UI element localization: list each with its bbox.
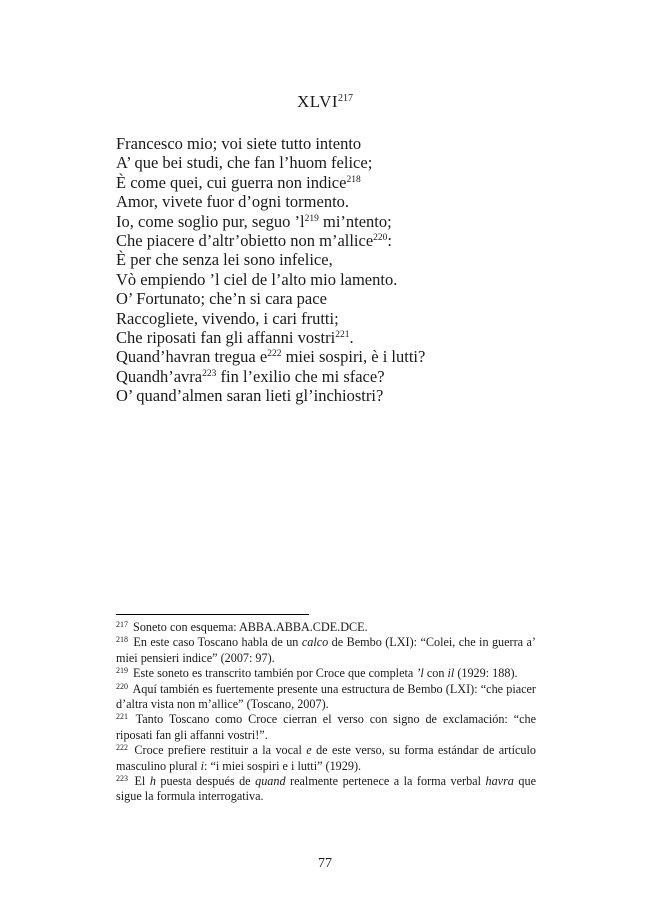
text-run: A’ que bei studi, che fan l’huom felice; (116, 153, 373, 173)
sonnet-title-text: XLVI (296, 92, 339, 111)
text-run: Quand’havran tregua e (116, 347, 268, 367)
footnote-separator (116, 614, 309, 615)
text-run: fin l’exilio che mi sface? (216, 366, 385, 386)
footnote (116, 712, 536, 743)
text-run: que sigue la formula interrogativa. (116, 774, 536, 804)
text-run: Amor, vivete fuor d’ogni tormento. (116, 192, 350, 212)
text-run: miei sospiri, è i lutti? (281, 347, 426, 367)
poem-line (116, 173, 425, 192)
text-run: O’ quand’almen saran lieti gl’inchiostri? (116, 386, 384, 406)
text-run: ’l (416, 666, 424, 681)
text-run: havra (485, 774, 514, 789)
footnote-ref: 219 (304, 213, 319, 224)
poem-line (116, 212, 425, 231)
text-run: Tanto Toscano como Croce cierran el verso con signo de exclamación: “che riposati fan gli affanni vostri!”. (116, 712, 536, 742)
text-run: (1929: 188). (454, 666, 518, 681)
text-run: il (447, 666, 455, 681)
text-run: realmente pertenece a la forma verbal (285, 774, 486, 789)
footnote-ref: 218 (346, 174, 361, 185)
footnote-ref: 222 (267, 349, 282, 360)
sonnet-title (0, 92, 650, 112)
text-run: de Bembo (LXI): “Colei, che in guerra a’ miei pensieri indice” (2007: 97). (116, 635, 536, 665)
footnote-ref: 217 (338, 93, 354, 104)
text-run: Este soneto es transcrito también por Croce que completa (130, 666, 417, 681)
text-run: El (130, 774, 150, 789)
text-run: Vò empiendo ’l ciel de l’alto mio lamento. (116, 269, 398, 289)
poem-line (116, 347, 425, 366)
text-run: con (423, 666, 448, 681)
poem-line (116, 250, 425, 269)
footnote (116, 620, 536, 635)
poem-line (116, 270, 425, 289)
poem-line (116, 367, 425, 386)
poem-body (116, 134, 425, 406)
poem-line (116, 134, 425, 153)
text-run: . (349, 328, 354, 348)
poem-line (116, 192, 425, 211)
poem-line (116, 289, 425, 308)
poem-line (116, 328, 425, 347)
text-run: O’ Fortunato; che’n si cara pace (116, 289, 327, 309)
text-run: e (306, 743, 312, 758)
text-run: puesta después de (155, 774, 256, 789)
text-run: : “i miei sospiri e i lutti” (1929). (204, 758, 362, 773)
text-run: quand (255, 774, 286, 789)
text-run: Aquí también es fuertemente presente una estructura de Bembo (LXI): “che piacer d’altra vista non m’allice” (Toscano, 2007). (116, 681, 536, 712)
text-run: calco (301, 635, 329, 650)
text-run: È come quei, cui guerra non indice (116, 172, 347, 192)
footnote (116, 774, 536, 805)
footnote (116, 743, 536, 774)
text-run: i (200, 758, 205, 773)
poem-line (116, 153, 425, 172)
footnote-ref: 217 (116, 620, 128, 629)
footnote (116, 682, 536, 713)
text-run: h (149, 774, 156, 789)
footnote (116, 635, 536, 666)
text-run: Francesco mio; voi siete tutto intento (116, 134, 362, 153)
footnote-ref: 220 (373, 233, 388, 244)
text-run: È per che senza lei sono infelice, (116, 250, 333, 270)
text-run: Quandh’avra (116, 366, 203, 386)
footnote-ref: 218 (116, 635, 128, 645)
text-run: : (387, 231, 393, 251)
footnote-ref: 223 (116, 774, 128, 784)
text-run: Raccogliete, vivendo, i cari frutti; (116, 308, 339, 328)
text-run: En este caso Toscano habla de un (130, 635, 302, 650)
footnotes (116, 620, 536, 805)
poem-line (116, 231, 425, 250)
footnote-ref: 221 (116, 712, 128, 722)
text-run: Che piacere d’altr’obietto non m’allice (116, 231, 374, 251)
footnote-ref: 219 (116, 666, 128, 676)
text-run: Croce prefiere restituir a la vocal (130, 743, 307, 758)
poem-line (116, 386, 425, 405)
footnote-ref: 220 (116, 681, 128, 691)
footnote (116, 666, 536, 681)
footnote-ref: 221 (335, 330, 350, 341)
text-run: de este verso, su forma estándar de artículo masculino plural (116, 743, 536, 773)
text-run: Io, come soglio pur, seguo ’l (116, 211, 305, 231)
poem-line (116, 309, 425, 328)
text-run: mi’ntento; (318, 211, 392, 231)
text-run: Che riposati fan gli affanni vostri (116, 328, 336, 348)
page-number: 77 (318, 856, 332, 871)
footnote-ref: 223 (202, 368, 217, 379)
footnote-ref: 222 (116, 743, 128, 753)
text-run: Soneto con esquema: ABBA.ABBA.CDE.DCE. (130, 620, 368, 634)
